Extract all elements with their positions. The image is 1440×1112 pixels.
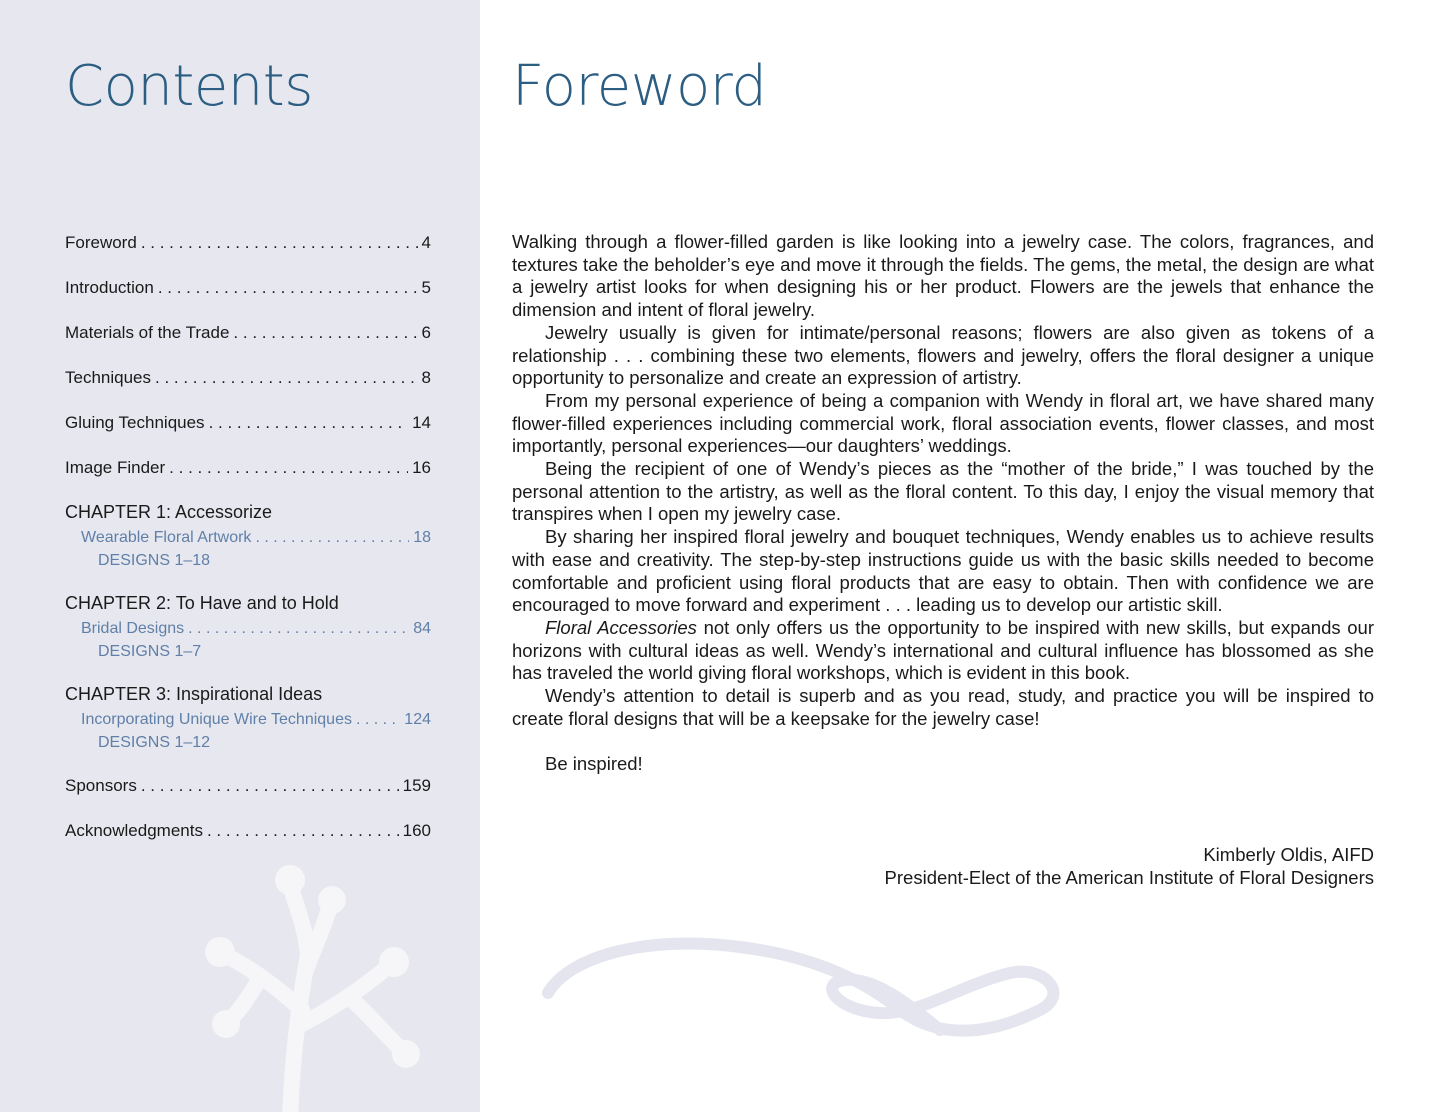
toc-entry-techniques[interactable]: Techniques . . . 8 <box>65 364 431 391</box>
closing-line: Be inspired! <box>545 753 643 775</box>
toc-chapter-1 <box>65 499 431 572</box>
foreword-body <box>512 231 1374 776</box>
foreword-paragraph: Wendy’s attention to detail is superb and as you read, study, and practice you will be inspired to create floral designs that will be a keepsake for the jewelry case! <box>512 685 1374 729</box>
toc-entry-image-finder[interactable]: Image Finder . . . 16 <box>65 454 431 481</box>
foreword-heading: Foreword <box>512 54 767 119</box>
toc-chapter-3 <box>65 681 431 754</box>
chapter-title[interactable]: CHAPTER 1: Accessorize <box>65 502 273 522</box>
foreword-paragraph: Walking through a flower-filled garden is like looking into a jewelry case. The colors, fragrances, and textures take the beholder’s eye and move it through the fields. The gems, the metal, the design are what a jewelry artist looks for when designing his or her product. Flowers are the jewels that enhance the dimension and intent of floral jewelry. <box>512 231 1374 321</box>
book-title: Floral Accessories <box>545 616 697 638</box>
foreword-paragraph: Jewelry usually is given for intimate/personal reasons; flowers are also given as tokens of a relationship . . . combining these two elements, flowers and jewelry, offers the floral designer a unique opportunity to personalize and create an expression of artistry. <box>512 321 1374 389</box>
chapter-designs: DESIGNS 1–7 <box>98 643 202 660</box>
toc-entry-introduction[interactable]: Introduction . . . 5 <box>65 274 431 301</box>
contents-heading: Contents <box>65 54 313 119</box>
chapter-designs: DESIGNS 1–12 <box>98 734 211 751</box>
contents-page <box>0 0 480 1112</box>
chapter-designs: DESIGNS 1–18 <box>98 552 211 569</box>
signature-title: President-Elect of the American Institute of Floral Designers <box>884 866 1374 888</box>
branch-sprig-icon <box>180 860 440 1112</box>
toc-subentry[interactable]: Bridal Designs . . . 84 <box>81 617 431 640</box>
toc-subentry[interactable]: Wearable Floral Artwork . . . 18 <box>81 526 431 549</box>
signature-block <box>512 844 1374 889</box>
swirl-flourish-icon <box>540 925 1060 1045</box>
signature-name: Kimberly Oldis, AIFD <box>1203 844 1374 865</box>
foreword-page <box>480 0 1440 1112</box>
toc-entry-sponsors[interactable]: Sponsors . . . 159 <box>65 772 431 799</box>
chapter-title[interactable]: CHAPTER 3: Inspirational Ideas <box>65 684 323 704</box>
toc-chapter-2 <box>65 590 431 663</box>
toc-entry-acknowledgments[interactable]: Acknowledgments . . . 160 <box>65 817 431 844</box>
foreword-paragraph: Floral Accessories not only offers us the opportunity to be inspired with new skills, but expands our horizons with cultural ideas as well. Wendy’s international and cultural influence has blossomed as she has traveled the world giving floral workshops, which is evident in this book. <box>512 616 1374 684</box>
foreword-paragraph: From my personal experience of being a companion with Wendy in floral art, we have shared many flower-filled experiences including commercial work, floral association events, flower classes, and most importantly, personal experiences—our daughters’ weddings. <box>512 389 1374 457</box>
toc-entry-gluing-techniques[interactable]: Gluing Techniques . . . 14 <box>65 409 431 436</box>
foreword-paragraph: Being the recipient of one of Wendy’s pieces as the “mother of the bride,” I was touched by the personal attention to the artistry, as well as the floral content. To this day, I enjoy the visual memory that transpires when I open my jewelry case. <box>512 458 1374 525</box>
toc-entry-materials[interactable]: Materials of the Trade . . . 6 <box>65 319 431 346</box>
foreword-paragraph: By sharing her inspired floral jewelry and bouquet techniques, Wendy enables us to achieve results with ease and creativity. The step-by-step instructions guide us with the basic skills needed to become comfortable and proficient using floral products that are easy to obtain. Then with confidence we are encouraged to move forward and experiment . . . leading us to develop our artistic skill. <box>512 526 1374 616</box>
toc-entry-foreword[interactable]: Foreword . . . 4 <box>65 229 431 256</box>
chapter-title[interactable]: CHAPTER 2: To Have and to Hold <box>65 593 339 613</box>
table-of-contents <box>65 229 431 862</box>
toc-subentry[interactable]: Incorporating Unique Wire Techniques . . . 124 <box>81 708 431 731</box>
